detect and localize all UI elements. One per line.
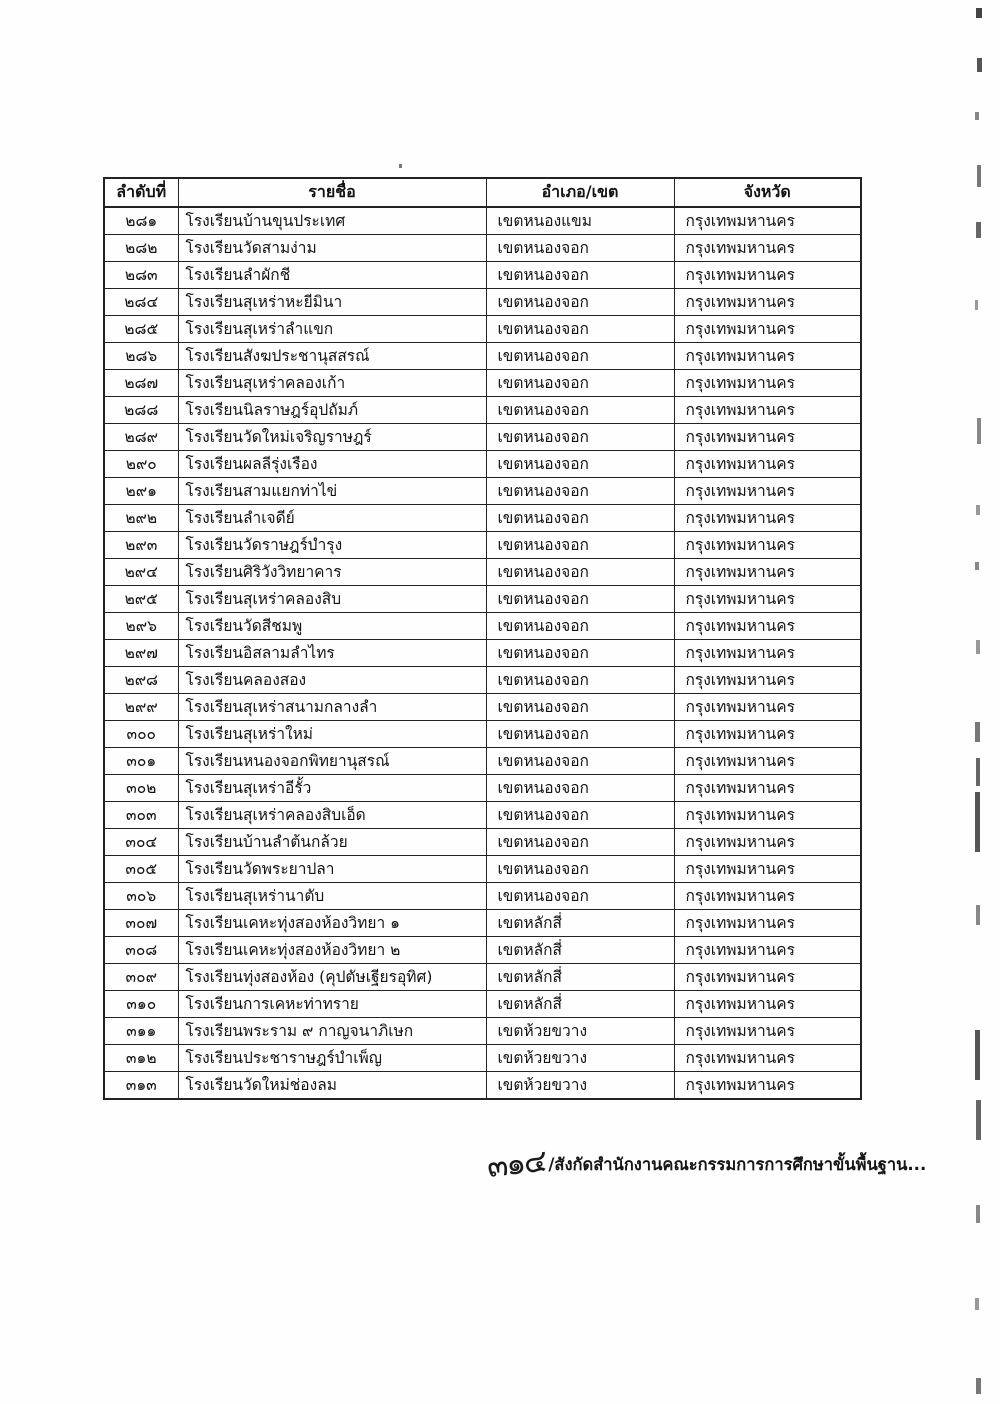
table-row — [104, 937, 861, 964]
table-row — [104, 370, 861, 397]
province-cell: กรุงเทพมหานคร — [674, 1018, 861, 1045]
district-cell: เขตหนองจอก — [486, 748, 674, 775]
school-name-cell: โรงเรียนอิสลามลำไทร — [178, 640, 486, 667]
province-cell: กรุงเทพมหานคร — [674, 207, 861, 235]
province-cell: กรุงเทพมหานคร — [674, 586, 861, 613]
school-list-table — [103, 177, 862, 1100]
district-cell: เขตหนองจอก — [486, 613, 674, 640]
row-index-cell: ๓๐๐ — [104, 721, 178, 748]
school-name-cell: โรงเรียนเคหะทุ่งสองห้องวิทยา ๒ — [178, 937, 486, 964]
school-name-cell: โรงเรียนสุเหร่านาตับ — [178, 883, 486, 910]
school-name-cell: โรงเรียนศิริวังวิทยาคาร — [178, 559, 486, 586]
table-row — [104, 505, 861, 532]
district-cell: เขตหนองจอก — [486, 559, 674, 586]
table-row — [104, 559, 861, 586]
school-name-cell: โรงเรียนสุเหร่าหะยีมินา — [178, 289, 486, 316]
row-index-cell: ๓๐๖ — [104, 883, 178, 910]
table-row — [104, 1072, 861, 1100]
table-row — [104, 532, 861, 559]
row-index-cell: ๓๑๒ — [104, 1045, 178, 1072]
row-index-cell: ๓๐๒ — [104, 775, 178, 802]
district-cell: เขตหนองจอก — [486, 586, 674, 613]
school-name-cell: โรงเรียนสุเหร่าคลองเก้า — [178, 370, 486, 397]
district-cell: เขตหนองจอก — [486, 694, 674, 721]
row-index-cell: ๒๙๕ — [104, 586, 178, 613]
school-name-cell: โรงเรียนวัดราษฎร์บำรุง — [178, 532, 486, 559]
school-name-cell: โรงเรียนประชาราษฎร์บำเพ็ญ — [178, 1045, 486, 1072]
school-name-cell: โรงเรียนผลลีรุ่งเรือง — [178, 451, 486, 478]
province-cell: กรุงเทพมหานคร — [674, 451, 861, 478]
district-cell: เขตหนองจอก — [486, 802, 674, 829]
table-row — [104, 991, 861, 1018]
row-index-cell: ๒๘๔ — [104, 289, 178, 316]
province-cell: กรุงเทพมหานคร — [674, 1045, 861, 1072]
school-name-cell: โรงเรียนคลองสอง — [178, 667, 486, 694]
district-cell: เขตหลักสี่ — [486, 910, 674, 937]
province-cell: กรุงเทพมหานคร — [674, 478, 861, 505]
district-cell: เขตหนองจอก — [486, 397, 674, 424]
column-header-index: ลำดับที่ — [104, 178, 178, 207]
school-name-cell: โรงเรียนวัดใหม่เจริญราษฎร์ — [178, 424, 486, 451]
school-name-cell: โรงเรียนหนองจอกพิทยานุสรณ์ — [178, 748, 486, 775]
province-cell: กรุงเทพมหานคร — [674, 721, 861, 748]
table-row — [104, 613, 861, 640]
school-name-cell: โรงเรียนบ้านลำต้นกล้วย — [178, 829, 486, 856]
table-row — [104, 586, 861, 613]
district-cell: เขตหนองจอก — [486, 262, 674, 289]
school-name-cell: โรงเรียนวัดสีชมพู — [178, 613, 486, 640]
row-index-cell: ๒๙๑ — [104, 478, 178, 505]
district-cell: เขตหนองจอก — [486, 478, 674, 505]
table-row — [104, 235, 861, 262]
province-cell: กรุงเทพมหานคร — [674, 262, 861, 289]
province-cell: กรุงเทพมหานคร — [674, 559, 861, 586]
district-cell: เขตหนองจอก — [486, 829, 674, 856]
district-cell: เขตหนองจอก — [486, 505, 674, 532]
table-row — [104, 397, 861, 424]
province-cell: กรุงเทพมหานคร — [674, 505, 861, 532]
table-row — [104, 721, 861, 748]
table-row — [104, 1018, 861, 1045]
province-cell: กรุงเทพมหานคร — [674, 937, 861, 964]
province-cell: กรุงเทพมหานคร — [674, 802, 861, 829]
column-header-province: จังหวัด — [674, 178, 861, 207]
row-index-cell: ๒๘๗ — [104, 370, 178, 397]
school-name-cell: โรงเรียนการเคหะท่าทราย — [178, 991, 486, 1018]
table-row — [104, 289, 861, 316]
district-cell: เขตหนองจอก — [486, 289, 674, 316]
table-row — [104, 451, 861, 478]
province-cell: กรุงเทพมหานคร — [674, 343, 861, 370]
province-cell: กรุงเทพมหานคร — [674, 613, 861, 640]
row-index-cell: ๒๙๐ — [104, 451, 178, 478]
table-row — [104, 343, 861, 370]
district-cell: เขตหนองจอก — [486, 775, 674, 802]
district-cell: เขตหนองจอก — [486, 856, 674, 883]
row-index-cell: ๒๙๓ — [104, 532, 178, 559]
district-cell: เขตห้วยขวาง — [486, 1072, 674, 1100]
school-name-cell: โรงเรียนสุเหร่าสนามกลางลำ — [178, 694, 486, 721]
row-index-cell: ๒๙๒ — [104, 505, 178, 532]
table-row — [104, 856, 861, 883]
row-index-cell: ๓๑๓ — [104, 1072, 178, 1100]
school-name-cell: โรงเรียนทุ่งสองห้อง (คุปตัษเฐียรอุทิศ) — [178, 964, 486, 991]
district-cell: เขตหลักสี่ — [486, 964, 674, 991]
district-cell: เขตห้วยขวาง — [486, 1018, 674, 1045]
continuation-text: /สังกัดสำนักงานคณะกรรมการการศึกษาขั้นพื้นฐาน... — [548, 1155, 927, 1175]
row-index-cell: ๒๘๕ — [104, 316, 178, 343]
province-cell: กรุงเทพมหานคร — [674, 316, 861, 343]
table-row — [104, 694, 861, 721]
province-cell: กรุงเทพมหานคร — [674, 532, 861, 559]
row-index-cell: ๓๐๑ — [104, 748, 178, 775]
school-name-cell: โรงเรียนสุเหร่าใหม่ — [178, 721, 486, 748]
row-index-cell: ๓๐๓ — [104, 802, 178, 829]
row-index-cell: ๓๐๕ — [104, 856, 178, 883]
table-row — [104, 802, 861, 829]
column-header-district: อำเภอ/เขต — [486, 178, 674, 207]
table-row — [104, 910, 861, 937]
school-name-cell: โรงเรียนวัดพระยาปลา — [178, 856, 486, 883]
row-index-cell: ๒๙๗ — [104, 640, 178, 667]
table-row — [104, 1045, 861, 1072]
province-cell: กรุงเทพมหานคร — [674, 370, 861, 397]
row-index-cell: ๒๘๒ — [104, 235, 178, 262]
province-cell: กรุงเทพมหานคร — [674, 235, 861, 262]
row-index-cell: ๒๙๘ — [104, 667, 178, 694]
school-name-cell: โรงเรียนบ้านขุนประเทศ — [178, 207, 486, 235]
district-cell: เขตหนองจอก — [486, 532, 674, 559]
table-row — [104, 775, 861, 802]
school-name-cell: โรงเรียนสุเหร่าคลองสิบ — [178, 586, 486, 613]
district-cell: เขตหนองจอก — [486, 721, 674, 748]
province-cell: กรุงเทพมหานคร — [674, 667, 861, 694]
table-row — [104, 640, 861, 667]
row-index-cell: ๒๘๙ — [104, 424, 178, 451]
table-row — [104, 262, 861, 289]
district-cell: เขตหนองจอก — [486, 883, 674, 910]
row-index-cell: ๒๘๓ — [104, 262, 178, 289]
row-index-cell: ๓๐๙ — [104, 964, 178, 991]
province-cell: กรุงเทพมหานคร — [674, 775, 861, 802]
school-name-cell: โรงเรียนสุเหร่าคลองสิบเอ็ด — [178, 802, 486, 829]
district-cell: เขตห้วยขวาง — [486, 1045, 674, 1072]
province-cell: กรุงเทพมหานคร — [674, 289, 861, 316]
page-footer-note — [485, 1143, 927, 1185]
school-table-body — [104, 207, 861, 1099]
school-name-cell: โรงเรียนสุเหร่าอีรั้ว — [178, 775, 486, 802]
school-name-cell: โรงเรียนสุเหร่าลำแขก — [178, 316, 486, 343]
table-header-row — [104, 178, 861, 207]
district-cell: เขตหนองจอก — [486, 667, 674, 694]
province-cell: กรุงเทพมหานคร — [674, 694, 861, 721]
row-index-cell: ๒๘๖ — [104, 343, 178, 370]
province-cell: กรุงเทพมหานคร — [674, 640, 861, 667]
school-name-cell: โรงเรียนเคหะทุ่งสองห้องวิทยา ๑ — [178, 910, 486, 937]
table-row — [104, 316, 861, 343]
province-cell: กรุงเทพมหานคร — [674, 1072, 861, 1100]
row-index-cell: ๓๐๗ — [104, 910, 178, 937]
row-index-cell: ๓๐๔ — [104, 829, 178, 856]
school-name-cell: โรงเรียนลำผักชี — [178, 262, 486, 289]
province-cell: กรุงเทพมหานคร — [674, 748, 861, 775]
table-row — [104, 883, 861, 910]
province-cell: กรุงเทพมหานคร — [674, 856, 861, 883]
province-cell: กรุงเทพมหานคร — [674, 991, 861, 1018]
district-cell: เขตหนองจอก — [486, 235, 674, 262]
table-row — [104, 829, 861, 856]
school-name-cell: โรงเรียนนิลราษฎร์อุปถัมภ์ — [178, 397, 486, 424]
school-name-cell: โรงเรียนสังฆประชานุสสรณ์ — [178, 343, 486, 370]
row-index-cell: ๓๑๑ — [104, 1018, 178, 1045]
table-row — [104, 478, 861, 505]
province-cell: กรุงเทพมหานคร — [674, 424, 861, 451]
district-cell: เขตหนองจอก — [486, 640, 674, 667]
district-cell: เขตหนองจอก — [486, 343, 674, 370]
district-cell: เขตหนองจอก — [486, 370, 674, 397]
province-cell: กรุงเทพมหานคร — [674, 910, 861, 937]
school-name-cell: โรงเรียนวัดสามง่าม — [178, 235, 486, 262]
district-cell: เขตหนองจอก — [486, 316, 674, 343]
row-index-cell: ๒๙๔ — [104, 559, 178, 586]
column-header-name: รายชื่อ — [178, 178, 486, 207]
table-row — [104, 207, 861, 235]
row-index-cell: ๒๘๘ — [104, 397, 178, 424]
district-cell: เขตหนองจอก — [486, 424, 674, 451]
province-cell: กรุงเทพมหานคร — [674, 883, 861, 910]
school-name-cell: โรงเรียนลำเจดีย์ — [178, 505, 486, 532]
district-cell: เขตหลักสี่ — [486, 937, 674, 964]
row-index-cell: ๒๙๙ — [104, 694, 178, 721]
province-cell: กรุงเทพมหานคร — [674, 964, 861, 991]
row-index-cell: ๒๘๑ — [104, 207, 178, 235]
school-name-cell: โรงเรียนสามแยกท่าไข่ — [178, 478, 486, 505]
table-row — [104, 748, 861, 775]
school-name-cell: โรงเรียนพระราม ๙ กาญจนาภิเษก — [178, 1018, 486, 1045]
school-name-cell: โรงเรียนวัดใหม่ช่องลม — [178, 1072, 486, 1100]
table-row — [104, 424, 861, 451]
district-cell: เขตหนองจอก — [486, 451, 674, 478]
handwritten-continuation-number: ๓๑๔ — [485, 1143, 548, 1185]
province-cell: กรุงเทพมหานคร — [674, 829, 861, 856]
district-cell: เขตหนองแขม — [486, 207, 674, 235]
table-row — [104, 964, 861, 991]
table-row — [104, 667, 861, 694]
row-index-cell: ๒๙๖ — [104, 613, 178, 640]
row-index-cell: ๓๑๐ — [104, 991, 178, 1018]
row-index-cell: ๓๐๘ — [104, 937, 178, 964]
province-cell: กรุงเทพมหานคร — [674, 397, 861, 424]
district-cell: เขตหลักสี่ — [486, 991, 674, 1018]
